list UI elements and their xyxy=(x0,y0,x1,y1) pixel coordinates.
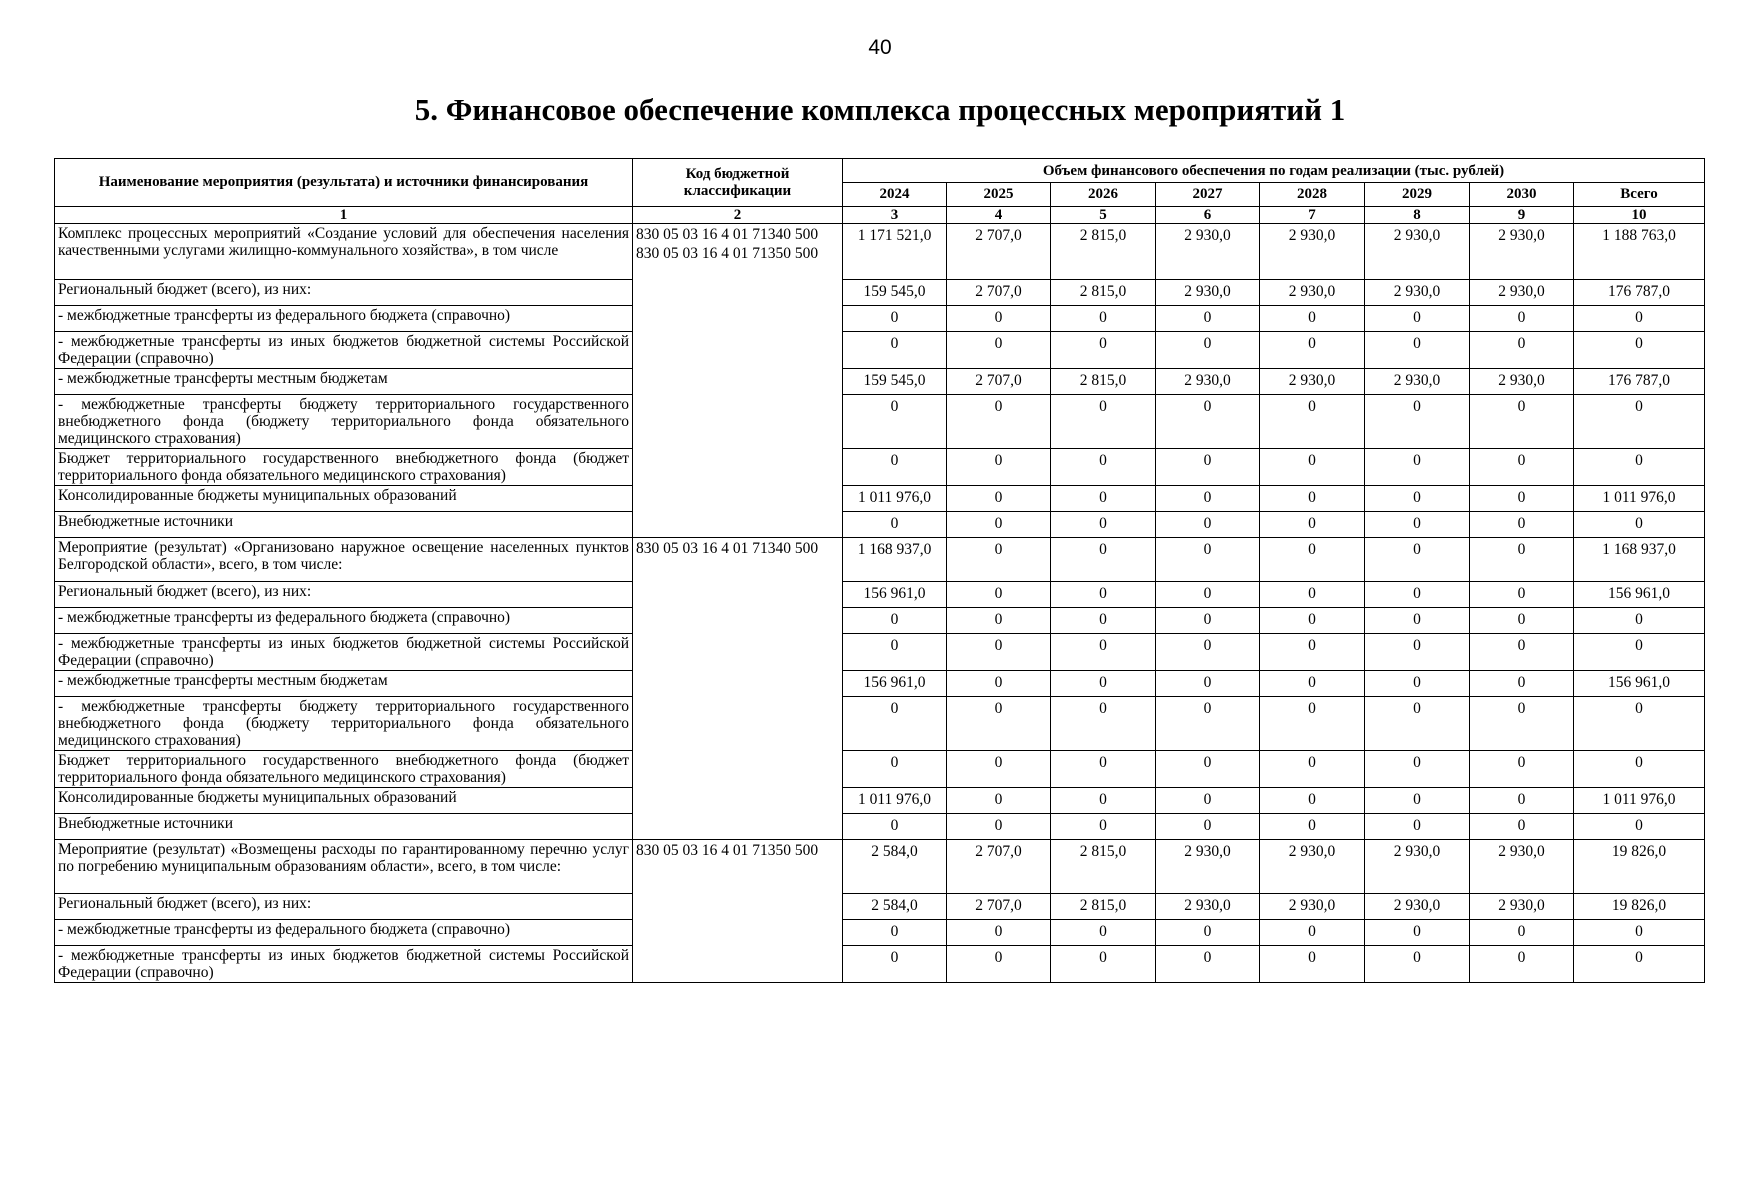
year-value: 2 930,0 xyxy=(1260,369,1365,395)
year-value: 2 707,0 xyxy=(947,369,1051,395)
table-row xyxy=(55,280,1705,306)
row-name: Внебюджетные источники xyxy=(55,512,633,538)
year-value: 0 xyxy=(947,671,1051,697)
year-value: 0 xyxy=(1260,449,1365,486)
table-row xyxy=(55,920,1705,946)
year-value: 0 xyxy=(1051,512,1156,538)
year-value: 0 xyxy=(843,920,947,946)
table-row xyxy=(55,224,1705,280)
year-value: 0 xyxy=(947,788,1051,814)
year-value: 0 xyxy=(843,697,947,751)
col-number: 2 xyxy=(633,207,843,224)
budget-code-cell xyxy=(633,538,843,840)
year-value: 0 xyxy=(947,512,1051,538)
year-value: 0 xyxy=(1156,449,1260,486)
year-value: 0 xyxy=(947,332,1051,369)
year-value: 0 xyxy=(1051,751,1156,788)
total-value: 0 xyxy=(1574,608,1705,634)
year-value: 1 011 976,0 xyxy=(843,486,947,512)
total-value: 19 826,0 xyxy=(1574,840,1705,894)
year-value: 2 930,0 xyxy=(1365,840,1470,894)
year-value: 0 xyxy=(1156,306,1260,332)
year-value: 0 xyxy=(1051,395,1156,449)
year-value: 0 xyxy=(1470,751,1574,788)
header-volume-col: Объем финансового обеспечения по годам реализации (тыс. рублей) xyxy=(843,159,1705,183)
year-value: 0 xyxy=(1156,697,1260,751)
total-value: 0 xyxy=(1574,306,1705,332)
year-value: 0 xyxy=(947,608,1051,634)
year-value: 0 xyxy=(1470,306,1574,332)
header-year: 2026 xyxy=(1051,183,1156,207)
year-value: 0 xyxy=(1470,920,1574,946)
col-number: 5 xyxy=(1051,207,1156,224)
col-number: 10 xyxy=(1574,207,1705,224)
col-number: 7 xyxy=(1260,207,1365,224)
year-value: 2 930,0 xyxy=(1156,224,1260,280)
year-value: 0 xyxy=(1365,486,1470,512)
year-value: 0 xyxy=(947,697,1051,751)
column-number-row xyxy=(55,207,1705,224)
year-value: 0 xyxy=(1260,920,1365,946)
year-value: 2 584,0 xyxy=(843,840,947,894)
year-value: 2 930,0 xyxy=(1365,369,1470,395)
year-value: 2 930,0 xyxy=(1156,894,1260,920)
year-value: 2 815,0 xyxy=(1051,224,1156,280)
table-row xyxy=(55,395,1705,449)
col-number: 4 xyxy=(947,207,1051,224)
table-row xyxy=(55,814,1705,840)
year-value: 0 xyxy=(1156,332,1260,369)
year-value: 2 930,0 xyxy=(1260,224,1365,280)
year-value: 0 xyxy=(1051,306,1156,332)
year-value: 0 xyxy=(1365,608,1470,634)
table-row xyxy=(55,512,1705,538)
year-value: 0 xyxy=(1156,634,1260,671)
year-value: 0 xyxy=(1051,634,1156,671)
year-value: 0 xyxy=(1260,634,1365,671)
year-value: 0 xyxy=(1156,920,1260,946)
header-year: 2024 xyxy=(843,183,947,207)
year-value: 0 xyxy=(1051,671,1156,697)
year-value: 156 961,0 xyxy=(843,671,947,697)
year-value: 2 930,0 xyxy=(1156,369,1260,395)
year-value: 0 xyxy=(1051,697,1156,751)
year-value: 0 xyxy=(843,751,947,788)
year-value: 0 xyxy=(843,634,947,671)
year-value: 0 xyxy=(1470,697,1574,751)
total-value: 176 787,0 xyxy=(1574,369,1705,395)
year-value: 0 xyxy=(1260,486,1365,512)
year-value: 0 xyxy=(1260,608,1365,634)
row-name: Внебюджетные источники xyxy=(55,814,633,840)
year-value: 0 xyxy=(1470,582,1574,608)
year-value: 0 xyxy=(1365,512,1470,538)
col-number: 3 xyxy=(843,207,947,224)
year-value: 0 xyxy=(1156,512,1260,538)
year-value: 0 xyxy=(843,608,947,634)
year-value: 2 930,0 xyxy=(1470,280,1574,306)
year-value: 1 011 976,0 xyxy=(843,788,947,814)
header-year: 2027 xyxy=(1156,183,1260,207)
year-value: 0 xyxy=(947,449,1051,486)
table-row xyxy=(55,788,1705,814)
year-value: 0 xyxy=(947,946,1051,983)
year-value: 0 xyxy=(1470,332,1574,369)
row-name: - межбюджетные трансферты бюджету территориального государственного внебюджетного фонда (бюджету территориального фонда обязательного медицинского страхования) xyxy=(55,395,633,449)
year-value: 0 xyxy=(947,920,1051,946)
total-value: 0 xyxy=(1574,395,1705,449)
total-value: 0 xyxy=(1574,751,1705,788)
year-value: 2 930,0 xyxy=(1156,840,1260,894)
total-value: 0 xyxy=(1574,512,1705,538)
table-row xyxy=(55,840,1705,894)
row-name: Бюджет территориального государственного внебюджетного фонда (бюджет территориального фонда обязательного медицинского страхования) xyxy=(55,449,633,486)
year-value: 0 xyxy=(1470,449,1574,486)
row-name: - межбюджетные трансферты из федерального бюджета (справочно) xyxy=(55,306,633,332)
year-value: 2 930,0 xyxy=(1156,280,1260,306)
year-value: 0 xyxy=(1051,332,1156,369)
total-value: 156 961,0 xyxy=(1574,671,1705,697)
row-name: Консолидированные бюджеты муниципальных образований xyxy=(55,486,633,512)
year-value: 0 xyxy=(1260,788,1365,814)
table-row xyxy=(55,671,1705,697)
row-name: Бюджет территориального государственного внебюджетного фонда (бюджет территориального фонда обязательного медицинского страхования) xyxy=(55,751,633,788)
year-value: 2 815,0 xyxy=(1051,894,1156,920)
year-value: 0 xyxy=(1365,582,1470,608)
row-name: - межбюджетные трансферты из федерального бюджета (справочно) xyxy=(55,920,633,946)
year-value: 2 815,0 xyxy=(1051,840,1156,894)
year-value: 0 xyxy=(1156,538,1260,582)
budget-code: 830 05 03 16 4 01 71350 500 xyxy=(636,245,819,262)
year-value: 0 xyxy=(1470,486,1574,512)
year-value: 0 xyxy=(1051,449,1156,486)
header-year: 2029 xyxy=(1365,183,1470,207)
year-value: 0 xyxy=(1470,608,1574,634)
year-value: 0 xyxy=(1470,814,1574,840)
total-value: 156 961,0 xyxy=(1574,582,1705,608)
year-value: 0 xyxy=(1156,608,1260,634)
total-value: 0 xyxy=(1574,697,1705,751)
year-value: 0 xyxy=(1156,788,1260,814)
year-value: 0 xyxy=(843,946,947,983)
total-value: 0 xyxy=(1574,814,1705,840)
year-value: 0 xyxy=(1260,671,1365,697)
year-value: 2 930,0 xyxy=(1470,840,1574,894)
row-name: Мероприятие (результат) «Организовано наружное освещение населенных пунктов Белгородской области», всего, в том числе: xyxy=(55,538,633,582)
row-name: Региональный бюджет (всего), из них: xyxy=(55,894,633,920)
col-number: 9 xyxy=(1470,207,1574,224)
col-number: 1 xyxy=(55,207,633,224)
budget-code-cell xyxy=(633,224,843,538)
budget-code-cell xyxy=(633,840,843,983)
page-number: 40 xyxy=(868,36,892,59)
year-value: 0 xyxy=(1365,449,1470,486)
row-name: - межбюджетные трансферты бюджету территориального государственного внебюджетного фонда (бюджету территориального фонда обязательного медицинского страхования) xyxy=(55,697,633,751)
col-number: 6 xyxy=(1156,207,1260,224)
row-name: - межбюджетные трансферты из федерального бюджета (справочно) xyxy=(55,608,633,634)
year-value: 0 xyxy=(1051,814,1156,840)
year-value: 0 xyxy=(843,449,947,486)
year-value: 2 707,0 xyxy=(947,280,1051,306)
year-value: 0 xyxy=(1051,608,1156,634)
year-value: 0 xyxy=(1365,332,1470,369)
year-value: 0 xyxy=(947,634,1051,671)
year-value: 2 930,0 xyxy=(1365,894,1470,920)
year-value: 0 xyxy=(1365,671,1470,697)
year-value: 0 xyxy=(1470,946,1574,983)
header-year: 2028 xyxy=(1260,183,1365,207)
year-value: 0 xyxy=(1470,634,1574,671)
year-value: 0 xyxy=(1260,512,1365,538)
total-value: 1 168 937,0 xyxy=(1574,538,1705,582)
year-value: 0 xyxy=(1470,538,1574,582)
year-value: 0 xyxy=(1365,920,1470,946)
year-value: 0 xyxy=(947,395,1051,449)
year-value: 0 xyxy=(1260,697,1365,751)
year-value: 0 xyxy=(1260,814,1365,840)
year-value: 0 xyxy=(947,306,1051,332)
total-value: 0 xyxy=(1574,449,1705,486)
year-value: 0 xyxy=(1470,395,1574,449)
year-value: 2 930,0 xyxy=(1470,369,1574,395)
col-number: 8 xyxy=(1365,207,1470,224)
year-value: 0 xyxy=(947,814,1051,840)
table-row xyxy=(55,894,1705,920)
year-value: 2 707,0 xyxy=(947,224,1051,280)
header-year: 2025 xyxy=(947,183,1051,207)
total-value: 0 xyxy=(1574,920,1705,946)
row-name: - межбюджетные трансферты местным бюджетам xyxy=(55,671,633,697)
year-value: 0 xyxy=(1365,634,1470,671)
year-value: 0 xyxy=(1051,946,1156,983)
year-value: 0 xyxy=(1365,395,1470,449)
finance-table xyxy=(54,158,1705,983)
table-row xyxy=(55,697,1705,751)
header-code-col: Код бюджетной классификации xyxy=(633,159,843,207)
total-value: 0 xyxy=(1574,946,1705,983)
year-value: 0 xyxy=(1260,751,1365,788)
total-value: 1 011 976,0 xyxy=(1574,486,1705,512)
year-value: 0 xyxy=(1365,538,1470,582)
row-name: Консолидированные бюджеты муниципальных образований xyxy=(55,788,633,814)
year-value: 0 xyxy=(1051,788,1156,814)
year-value: 0 xyxy=(1051,582,1156,608)
year-value: 0 xyxy=(1156,946,1260,983)
table-row xyxy=(55,608,1705,634)
year-value: 2 930,0 xyxy=(1365,224,1470,280)
year-value: 0 xyxy=(1051,920,1156,946)
year-value: 0 xyxy=(1260,946,1365,983)
total-value: 1 188 763,0 xyxy=(1574,224,1705,280)
year-value: 0 xyxy=(947,582,1051,608)
year-value: 0 xyxy=(1156,395,1260,449)
total-value: 0 xyxy=(1574,634,1705,671)
year-value: 0 xyxy=(1365,814,1470,840)
year-value: 0 xyxy=(1051,486,1156,512)
year-value: 0 xyxy=(1260,395,1365,449)
table-row xyxy=(55,751,1705,788)
header-total: Всего xyxy=(1574,183,1705,207)
year-value: 0 xyxy=(1470,788,1574,814)
header-year: 2030 xyxy=(1470,183,1574,207)
budget-code: 830 05 03 16 4 01 71340 500 xyxy=(636,540,819,557)
year-value: 0 xyxy=(947,486,1051,512)
header-name-col: Наименование мероприятия (результата) и источники финансирования xyxy=(55,159,633,207)
row-name: Комплекс процессных мероприятий «Создание условий для обеспечения населения качественными услугами жилищно-коммунального хозяйства», в том числе xyxy=(55,224,633,280)
year-value: 2 930,0 xyxy=(1260,280,1365,306)
row-name: - межбюджетные трансферты местным бюджетам xyxy=(55,369,633,395)
total-value: 19 826,0 xyxy=(1574,894,1705,920)
row-name: Региональный бюджет (всего), из них: xyxy=(55,280,633,306)
year-value: 0 xyxy=(1156,751,1260,788)
year-value: 1 171 521,0 xyxy=(843,224,947,280)
year-value: 156 961,0 xyxy=(843,582,947,608)
year-value: 0 xyxy=(1365,751,1470,788)
year-value: 0 xyxy=(1260,306,1365,332)
year-value: 2 930,0 xyxy=(1365,280,1470,306)
year-value: 0 xyxy=(1365,946,1470,983)
year-value: 1 168 937,0 xyxy=(843,538,947,582)
row-name: - межбюджетные трансферты из иных бюджетов бюджетной системы Российской Федерации (справочно) xyxy=(55,634,633,671)
table-row xyxy=(55,306,1705,332)
row-name: - межбюджетные трансферты из иных бюджетов бюджетной системы Российской Федерации (справочно) xyxy=(55,946,633,983)
table-row xyxy=(55,449,1705,486)
budget-code: 830 05 03 16 4 01 71340 500 xyxy=(636,226,819,243)
year-value: 2 815,0 xyxy=(1051,280,1156,306)
table-row xyxy=(55,538,1705,582)
year-value: 2 584,0 xyxy=(843,894,947,920)
year-value: 0 xyxy=(843,332,947,369)
year-value: 0 xyxy=(1260,582,1365,608)
row-name: Региональный бюджет (всего), из них: xyxy=(55,582,633,608)
page-title: 5. Финансовое обеспечение комплекса процессных мероприятий 1 xyxy=(414,92,1346,127)
year-value: 2 930,0 xyxy=(1470,894,1574,920)
year-value: 2 930,0 xyxy=(1260,894,1365,920)
year-value: 0 xyxy=(947,538,1051,582)
year-value: 0 xyxy=(1365,788,1470,814)
year-value: 0 xyxy=(1156,814,1260,840)
year-value: 0 xyxy=(1156,486,1260,512)
row-name: - межбюджетные трансферты из иных бюджетов бюджетной системы Российской Федерации (справочно) xyxy=(55,332,633,369)
table-row xyxy=(55,946,1705,983)
table-row xyxy=(55,486,1705,512)
year-value: 0 xyxy=(843,306,947,332)
total-value: 0 xyxy=(1574,332,1705,369)
year-value: 0 xyxy=(843,395,947,449)
year-value: 159 545,0 xyxy=(843,280,947,306)
row-name: Мероприятие (результат) «Возмещены расходы по гарантированному перечню услуг по погребению муниципальным образованиям области», всего, в том числе: xyxy=(55,840,633,894)
year-value: 0 xyxy=(947,751,1051,788)
year-value: 2 815,0 xyxy=(1051,369,1156,395)
year-value: 2 930,0 xyxy=(1470,224,1574,280)
year-value: 0 xyxy=(843,512,947,538)
table-row xyxy=(55,582,1705,608)
year-value: 0 xyxy=(1365,306,1470,332)
table-row xyxy=(55,634,1705,671)
year-value: 2 707,0 xyxy=(947,840,1051,894)
year-value: 0 xyxy=(843,814,947,840)
year-value: 0 xyxy=(1156,671,1260,697)
total-value: 1 011 976,0 xyxy=(1574,788,1705,814)
year-value: 0 xyxy=(1260,538,1365,582)
year-value: 0 xyxy=(1470,671,1574,697)
table-row xyxy=(55,369,1705,395)
year-value: 159 545,0 xyxy=(843,369,947,395)
year-value: 0 xyxy=(1260,332,1365,369)
year-value: 0 xyxy=(1156,582,1260,608)
year-value: 0 xyxy=(1470,512,1574,538)
budget-code: 830 05 03 16 4 01 71350 500 xyxy=(636,842,819,859)
year-value: 0 xyxy=(1051,538,1156,582)
total-value: 176 787,0 xyxy=(1574,280,1705,306)
year-value: 0 xyxy=(1365,697,1470,751)
year-value: 2 930,0 xyxy=(1260,840,1365,894)
table-row xyxy=(55,332,1705,369)
year-value: 2 707,0 xyxy=(947,894,1051,920)
